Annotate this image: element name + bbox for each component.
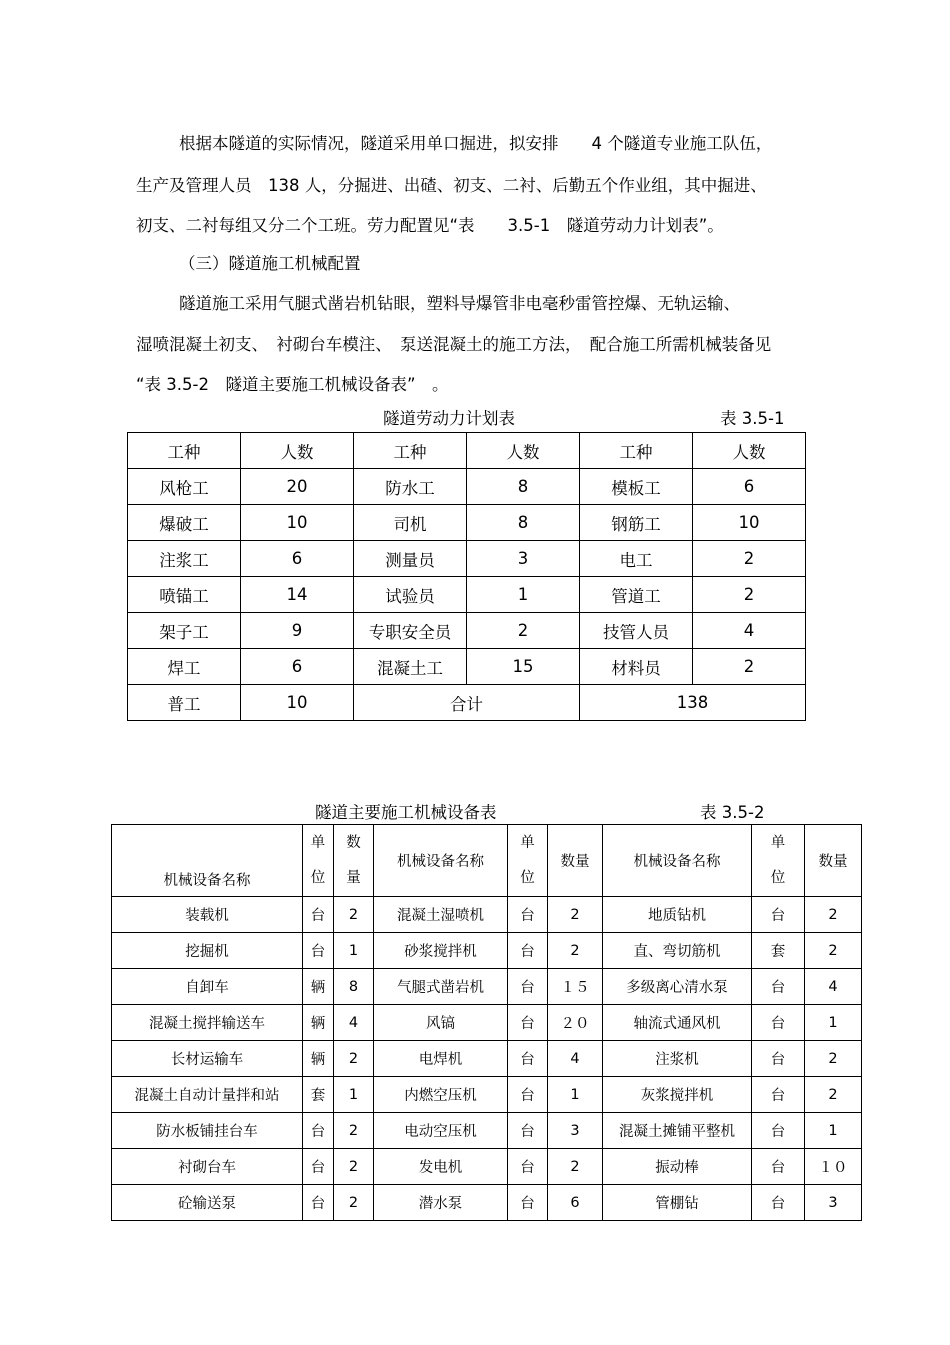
header-cell: 数 量 — [334, 825, 374, 897]
total-value: 138 — [580, 685, 806, 721]
table-cell: 喷锚工 — [128, 577, 241, 613]
table-cell: 砂浆搅拌机 — [374, 933, 508, 969]
table-cell: 试验员 — [354, 577, 467, 613]
table-cell: 混凝土自动计量拌和站 — [112, 1077, 303, 1113]
table-cell: 电动空压机 — [374, 1113, 508, 1149]
table-cell: 台 — [508, 897, 548, 933]
table-row — [112, 1077, 862, 1113]
table-cell: 9 — [241, 613, 354, 649]
table-row — [128, 649, 806, 685]
table-cell: 2 — [548, 933, 603, 969]
table-cell: 台 — [752, 1185, 805, 1221]
table-cell: 普工 — [128, 685, 241, 721]
table-cell: 混凝土工 — [354, 649, 467, 685]
table-cell: 台 — [303, 897, 334, 933]
header-cell: 单 位 — [752, 825, 805, 897]
table-cell: 电焊机 — [374, 1041, 508, 1077]
table-cell: 台 — [508, 1005, 548, 1041]
table-cell: 台 — [752, 1041, 805, 1077]
table-cell: 台 — [752, 1113, 805, 1149]
table-cell: 4 — [805, 969, 862, 1005]
table-cell: 防水板铺挂台车 — [112, 1113, 303, 1149]
table-cell: 台 — [752, 897, 805, 933]
table-cell: 2 — [548, 897, 603, 933]
table-cell: 6 — [693, 469, 806, 505]
table-cell: 2 — [334, 1185, 374, 1221]
header-cell: 单 位 — [508, 825, 548, 897]
header-cell: 人数 — [467, 433, 580, 469]
table-cell: 内燃空压机 — [374, 1077, 508, 1113]
table-header-row — [128, 433, 806, 469]
labor-plan-table — [127, 432, 806, 721]
table-cell: 台 — [752, 969, 805, 1005]
table-cell: 台 — [303, 1185, 334, 1221]
table-row — [128, 505, 806, 541]
table-cell: 6 — [548, 1185, 603, 1221]
table-cell: 1 — [467, 577, 580, 613]
table-row — [128, 469, 806, 505]
table-total-row — [128, 685, 806, 721]
table-cell: 砼输送泵 — [112, 1185, 303, 1221]
equipment-table — [111, 824, 862, 1221]
table-cell: 3 — [548, 1113, 603, 1149]
header-cell: 工种 — [128, 433, 241, 469]
table-cell: 辆 — [303, 969, 334, 1005]
table-cell: 台 — [303, 1149, 334, 1185]
table-cell: 模板工 — [580, 469, 693, 505]
table-row — [128, 541, 806, 577]
table-cell: 2 — [334, 897, 374, 933]
table-row — [112, 1185, 862, 1221]
table-cell: 爆破工 — [128, 505, 241, 541]
table-cell: 套 — [752, 933, 805, 969]
table-row — [112, 969, 862, 1005]
table-cell: 2 — [805, 1041, 862, 1077]
table-cell: 3 — [805, 1185, 862, 1221]
table-cell: 台 — [752, 1149, 805, 1185]
table-row — [128, 613, 806, 649]
table2-number: 表 3.5-2 — [700, 803, 765, 822]
table-cell: 司机 — [354, 505, 467, 541]
table-cell: 测量员 — [354, 541, 467, 577]
table-cell: 10 — [241, 685, 354, 721]
table-cell: 8 — [467, 469, 580, 505]
table-cell: 风镐 — [374, 1005, 508, 1041]
table-cell: 混凝土摊铺平整机 — [603, 1113, 752, 1149]
table-cell: 注浆工 — [128, 541, 241, 577]
table-cell: 专职安全员 — [354, 613, 467, 649]
table-cell: 自卸车 — [112, 969, 303, 1005]
table-cell: 管道工 — [580, 577, 693, 613]
table-cell: 8 — [334, 969, 374, 1005]
table-cell: 1 — [805, 1005, 862, 1041]
table-cell: 潜水泵 — [374, 1185, 508, 1221]
table-cell: 防水工 — [354, 469, 467, 505]
table-cell: 14 — [241, 577, 354, 613]
table-cell: 2 — [693, 649, 806, 685]
table-cell: ２０ — [548, 1005, 603, 1041]
table-cell: 衬砌台车 — [112, 1149, 303, 1185]
table-row — [112, 1113, 862, 1149]
table-cell: 台 — [508, 1149, 548, 1185]
paragraph-line: “表 3.5-2 隧道主要施工机械设备表” 。 — [136, 375, 449, 394]
table-cell: 振动棒 — [603, 1149, 752, 1185]
table-cell: 1 — [334, 933, 374, 969]
header-cell: 工种 — [580, 433, 693, 469]
table-cell: 2 — [334, 1113, 374, 1149]
section-heading: （三）隧道施工机械配置 — [179, 254, 361, 273]
table-cell: 多级离心清水泵 — [603, 969, 752, 1005]
header-cell: 机械设备名称 — [603, 825, 752, 897]
table-cell: 台 — [303, 933, 334, 969]
table-cell: 2 — [805, 1077, 862, 1113]
table-cell: 管棚钻 — [603, 1185, 752, 1221]
table-cell: 混凝土湿喷机 — [374, 897, 508, 933]
table-cell: 2 — [467, 613, 580, 649]
table-cell: 钢筋工 — [580, 505, 693, 541]
table-cell: 2 — [805, 897, 862, 933]
table-row — [128, 577, 806, 613]
table-cell: 直、弯切筋机 — [603, 933, 752, 969]
table2-title: 隧道主要施工机械设备表 — [315, 803, 497, 822]
table1-title: 隧道劳动力计划表 — [383, 409, 515, 428]
table-row — [112, 897, 862, 933]
table-cell: 技管人员 — [580, 613, 693, 649]
table1-number: 表 3.5-1 — [720, 409, 785, 428]
paragraph-line: 初支、二衬每组又分二个工班。劳力配置见“表 3.5-1 隧道劳动力计划表”。 — [136, 216, 724, 235]
paragraph-line: 根据本隧道的实际情况，隧道采用单口掘进，拟安排 4 个隧道专业施工队伍， — [179, 134, 773, 153]
table-cell: 装载机 — [112, 897, 303, 933]
table-row — [112, 933, 862, 969]
table-cell: 2 — [693, 577, 806, 613]
header-cell: 数量 — [548, 825, 603, 897]
table-cell: 混凝土搅拌输送车 — [112, 1005, 303, 1041]
table-cell: 辆 — [303, 1041, 334, 1077]
paragraph-line: 生产及管理人员 138 人，分掘进、出碴、初支、二衬、后勤五个作业组，其中掘进、 — [136, 176, 767, 195]
table-cell: 4 — [548, 1041, 603, 1077]
table-cell: 3 — [467, 541, 580, 577]
table-cell: 台 — [508, 1077, 548, 1113]
table-cell: 地质钻机 — [603, 897, 752, 933]
table-cell: 套 — [303, 1077, 334, 1113]
table-cell: 15 — [467, 649, 580, 685]
table-cell: 长材运输车 — [112, 1041, 303, 1077]
table-row — [112, 1005, 862, 1041]
table-cell: 电工 — [580, 541, 693, 577]
header-cell: 人数 — [693, 433, 806, 469]
table-cell: 6 — [241, 541, 354, 577]
table-cell: 2 — [805, 933, 862, 969]
table-cell: 架子工 — [128, 613, 241, 649]
table-header-row — [112, 825, 862, 897]
table-cell: 1 — [548, 1077, 603, 1113]
table-cell: 4 — [693, 613, 806, 649]
table-cell: 2 — [334, 1149, 374, 1185]
table-cell: 台 — [508, 1185, 548, 1221]
table-cell: 6 — [241, 649, 354, 685]
table-cell: １５ — [548, 969, 603, 1005]
table-cell: 4 — [334, 1005, 374, 1041]
table-cell: 辆 — [303, 1005, 334, 1041]
table-cell: 10 — [241, 505, 354, 541]
table-cell: 台 — [752, 1077, 805, 1113]
table-cell: 台 — [508, 933, 548, 969]
table-cell: 2 — [693, 541, 806, 577]
table-cell: 焊工 — [128, 649, 241, 685]
header-cell: 机械设备名称 — [374, 825, 508, 897]
paragraph-line: 隧道施工采用气腿式凿岩机钻眼，塑料导爆管非电毫秒雷管控爆、无轨运输、 — [179, 294, 740, 313]
table-cell: 2 — [334, 1041, 374, 1077]
table-cell: 挖掘机 — [112, 933, 303, 969]
table-cell: 台 — [508, 1041, 548, 1077]
table-row — [112, 1041, 862, 1077]
table-cell: 20 — [241, 469, 354, 505]
header-cell: 机械设备名称 — [112, 825, 303, 897]
paragraph-line: 湿喷混凝土初支、 衬砌台车模注、 泵送混凝土的施工方法， 配合施工所需机械装备见 — [136, 335, 772, 354]
table-cell: 风枪工 — [128, 469, 241, 505]
table-cell: 材料员 — [580, 649, 693, 685]
header-cell: 数量 — [805, 825, 862, 897]
table-cell: 8 — [467, 505, 580, 541]
table-cell: １０ — [805, 1149, 862, 1185]
table-cell: 发电机 — [374, 1149, 508, 1185]
table-cell: 台 — [508, 1113, 548, 1149]
header-cell: 单 位 — [303, 825, 334, 897]
table-row — [112, 1149, 862, 1185]
table-cell: 1 — [805, 1113, 862, 1149]
table-cell: 气腿式凿岩机 — [374, 969, 508, 1005]
table-cell: 轴流式通风机 — [603, 1005, 752, 1041]
table-cell: 1 — [334, 1077, 374, 1113]
table-cell: 台 — [508, 969, 548, 1005]
table-cell: 台 — [303, 1113, 334, 1149]
total-label: 合计 — [354, 685, 580, 721]
header-cell: 人数 — [241, 433, 354, 469]
table-cell: 灰浆搅拌机 — [603, 1077, 752, 1113]
table-cell: 2 — [548, 1149, 603, 1185]
table-cell: 台 — [752, 1005, 805, 1041]
header-cell: 工种 — [354, 433, 467, 469]
table-cell: 10 — [693, 505, 806, 541]
table-cell: 注浆机 — [603, 1041, 752, 1077]
